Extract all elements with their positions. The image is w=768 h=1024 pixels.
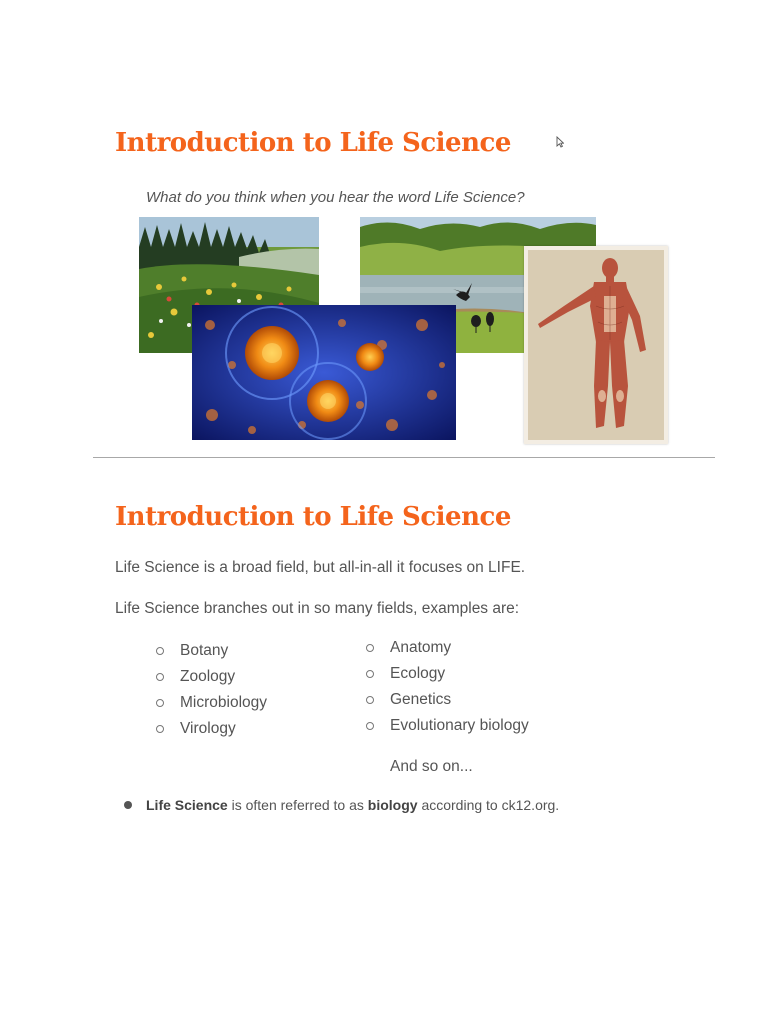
fields-list-left: [156, 641, 267, 745]
cells-photo: [192, 305, 456, 440]
note-term-biology: biology: [367, 797, 418, 813]
slide-1-title: Introduction to Life Science: [115, 128, 511, 158]
anatomy-illustration: [524, 246, 668, 444]
branches-paragraph: Life Science branches out in so many fields, examples are:: [115, 600, 520, 617]
fields-list-right: [366, 638, 529, 742]
list-item: Microbiology: [156, 693, 267, 719]
list-item: Ecology: [366, 664, 529, 690]
list-item: Virology: [156, 719, 267, 745]
list-item: Zoology: [156, 667, 267, 693]
mouse-pointer-icon: [556, 136, 564, 148]
slide-divider: [93, 457, 715, 458]
bullet-icon: [124, 801, 132, 809]
note-term-life-science: Life Science: [146, 797, 228, 813]
slide-2-title: Introduction to Life Science: [115, 502, 511, 532]
list-item: Genetics: [366, 690, 529, 716]
intro-question: What do you think when you hear the word Life Science?: [146, 189, 525, 206]
list-item: Botany: [156, 641, 267, 667]
note-source-text: according to ck12.org.: [417, 797, 560, 813]
list-item: Anatomy: [366, 638, 529, 664]
note-text: is often referred to as: [227, 797, 368, 813]
definition-paragraph: Life Science is a broad field, but all-in-all it focuses on LIFE.: [115, 559, 526, 576]
and-so-on-text: And so on...: [390, 758, 473, 775]
list-item: Evolutionary biology: [366, 716, 529, 742]
biology-note: [124, 797, 559, 813]
